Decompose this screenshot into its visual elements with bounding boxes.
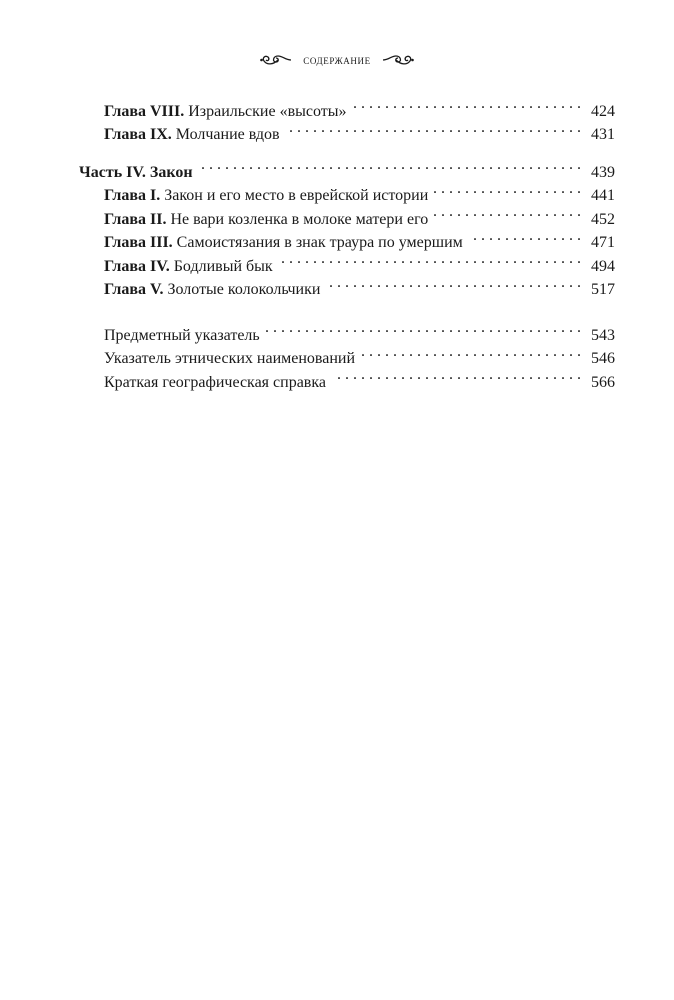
toc-entry-label: Часть IV. Закон	[79, 163, 193, 181]
dot-leader	[469, 224, 581, 248]
dot-leader	[199, 153, 581, 177]
toc-page-number: 452	[591, 210, 615, 228]
dot-leader	[266, 316, 581, 340]
toc-entry-label: Глава II. Не вари козленка в молоке матери его	[104, 210, 429, 228]
flourish-left-icon	[259, 53, 293, 67]
toc-page-number: 431	[591, 126, 615, 143]
dot-leader	[279, 247, 581, 271]
toc-page-number: 543	[591, 326, 615, 344]
dot-leader	[286, 116, 581, 140]
toc-entry-label: Краткая географическая справка	[104, 373, 326, 391]
dot-leader	[434, 177, 581, 201]
toc-entry-label: Глава VIII. Израильские «высоты»	[104, 102, 347, 120]
toc-entry-part-4[interactable]	[79, 153, 615, 181]
toc-page-number: 424	[591, 102, 615, 120]
toc-page-number: 471	[591, 234, 615, 251]
toc-page-number: 441	[591, 187, 615, 204]
table-of-contents	[79, 92, 615, 391]
dot-leader	[434, 200, 581, 224]
flourish-right-icon	[381, 53, 415, 67]
toc-page-number: 517	[591, 281, 615, 298]
dot-leader	[361, 340, 581, 364]
dot-leader	[326, 271, 581, 295]
toc-entry-label: Глава V. Золотые колокольчики	[104, 281, 321, 298]
toc-page-number: 546	[591, 350, 615, 367]
toc-page-number: 566	[591, 373, 615, 391]
toc-entry-label: Глава IV. Бодливый бык	[104, 257, 273, 275]
toc-page-number: 439	[591, 163, 615, 181]
toc-entry-label: Предметный указатель	[104, 326, 260, 344]
dot-leader	[332, 363, 581, 387]
toc-entry-label: Глава IX. Молчание вдов	[104, 126, 280, 143]
toc-entry-chapter-8[interactable]	[79, 92, 615, 120]
toc-entry-label: Глава I. Закон и его место в еврейской истории	[104, 187, 429, 204]
dot-leader	[353, 92, 581, 116]
running-head-title: содержание	[303, 52, 371, 67]
running-head	[0, 52, 674, 68]
toc-entry-subject-index[interactable]	[79, 316, 615, 344]
toc-entry-label: Глава III. Самоистязания в знак траура по умершим	[104, 234, 463, 251]
toc-entry-label: Указатель этнических наименований	[104, 350, 356, 367]
toc-page-number: 494	[591, 257, 615, 275]
